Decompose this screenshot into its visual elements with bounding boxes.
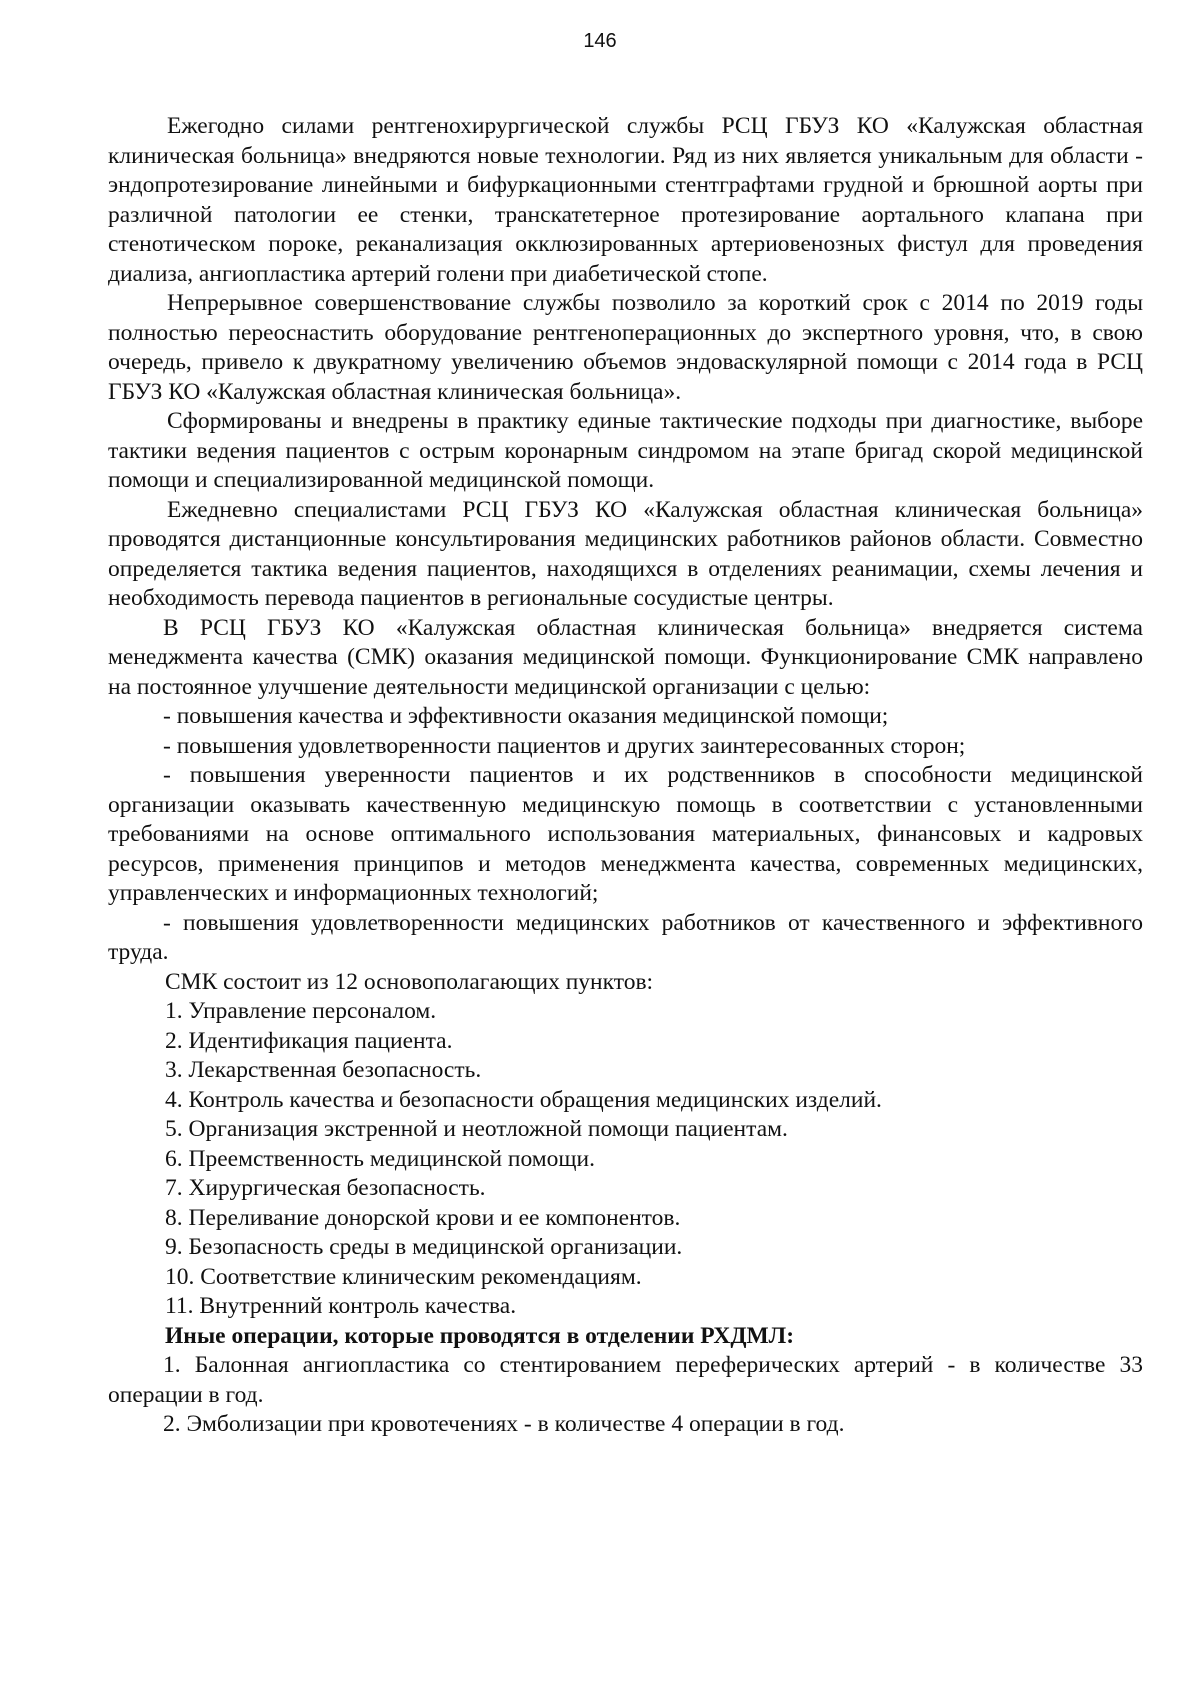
- smk-list-item: 8. Переливание донорской крови и ее компонентов.: [165, 1204, 681, 1231]
- goal-item: - повышения уверенности пациентов и их родственников в способности медицинской организации оказывать качественную медицинскую помощь в соответствии с установленными требованиями на основе оптимального использования материальных, финансовых и кадровых ресурсов, применения принципов и методов менеджмента качества, современных медицинских, управленческих и информационных технологий;: [108, 762, 1143, 906]
- smk-list-item: 2. Идентификация пациента.: [165, 1027, 453, 1054]
- smk-list-item: 11. Внутренний контроль качества.: [165, 1293, 517, 1319]
- goal-item: - повышения удовлетворенности пациентов и других заинтересованных сторон;: [163, 732, 966, 759]
- operations-heading: Иные операции, которые проводятся в отделении РХДМЛ:: [165, 1322, 795, 1349]
- smk-intro: СМК состоит из 12 основополагающих пунктов:: [165, 968, 654, 995]
- paragraph-equipment-upgrade: Непрерывное совершенствование службы позволило за короткий срок с 2014 по 2019 годы полностью переоснастить оборудование рентгеноперационных до экспертного уровня, что, в свою очередь, привело к двукратному увеличению объемов эндоваскулярной помощи с 2014 года в РСЦ ГБУЗ КО «Калужская областная клиническая больница».: [108, 290, 1143, 405]
- goal-item: - повышения удовлетворенности медицинских работников от качественного и эффективного труда.: [108, 909, 1143, 965]
- paragraph-tactical-approaches: Сформированы и внедрены в практику единые тактические подходы при диагностике, выборе тактики ведения пациентов с острым коронарным синдромом на этапе бригад скорой медицинской помощи и специализированной медицинской помощи.: [108, 408, 1143, 493]
- smk-list-item: 6. Преемственность медицинской помощи.: [165, 1145, 595, 1172]
- smk-list-item: 7. Хирургическая безопасность.: [165, 1175, 486, 1201]
- smk-list-item: 9. Безопасность среды в медицинской организации.: [165, 1234, 683, 1260]
- smk-list-item: 1. Управление персоналом.: [165, 998, 437, 1024]
- smk-list-item: 4. Контроль качества и безопасности обращения медицинских изделий.: [165, 1086, 882, 1113]
- paragraph-remote-consultations: Ежедневно специалистами РСЦ ГБУЗ КО «Калужская областная клиническая больница» проводятся дистанционные консультирования медицинских работников районов области. Совместно определяется тактика ведения пациентов, находящихся в отделениях реанимации, схемы лечения и необходимость перевода пациентов в региональные сосудистые центры.: [108, 496, 1143, 611]
- paragraph-quality-system: В РСЦ ГБУЗ КО «Калужская областная клиническая больница» внедряется система менеджмента качества (СМК) оказания медицинской помощи. Функционирование СМК направлено на постоянное улучшение деятельности медицинской организации с целью:: [108, 614, 1143, 700]
- operation-item: 2. Эмболизации при кровотечениях - в количестве 4 операции в год.: [163, 1411, 845, 1437]
- smk-list-item: 3. Лекарственная безопасность.: [165, 1057, 482, 1083]
- goal-item: - повышения качества и эффективности оказания медицинской помощи;: [163, 703, 889, 729]
- operation-item: 1. Балонная ангиопластика со стентированием переферических артерий - в количестве 33 операции в год.: [108, 1352, 1143, 1408]
- smk-list-item: 5. Организация экстренной и неотложной помощи пациентам.: [165, 1116, 788, 1142]
- document-body: [108, 112, 1143, 1440]
- smk-list-item: 10. Соответствие клиническим рекомендациям.: [165, 1263, 642, 1290]
- page-number: 146: [583, 30, 617, 52]
- paragraph-new-technologies: Ежегодно силами рентгенохирургической службы РСЦ ГБУЗ КО «Калужская областная клиническая больница» внедряются новые технологии. Ряд из них является уникальным для области - эндопротезирование линейными и бифуркационными стентграфтами грудной и брюшной аорты при различной патологии ее стенки, транскатетерное протезирование аортального клапана при стенотическом пороке, реканализация окклюзированных артериовенозных фистул для проведения диализа, ангиопластика артерий голени при диабетической стопе.: [108, 113, 1143, 287]
